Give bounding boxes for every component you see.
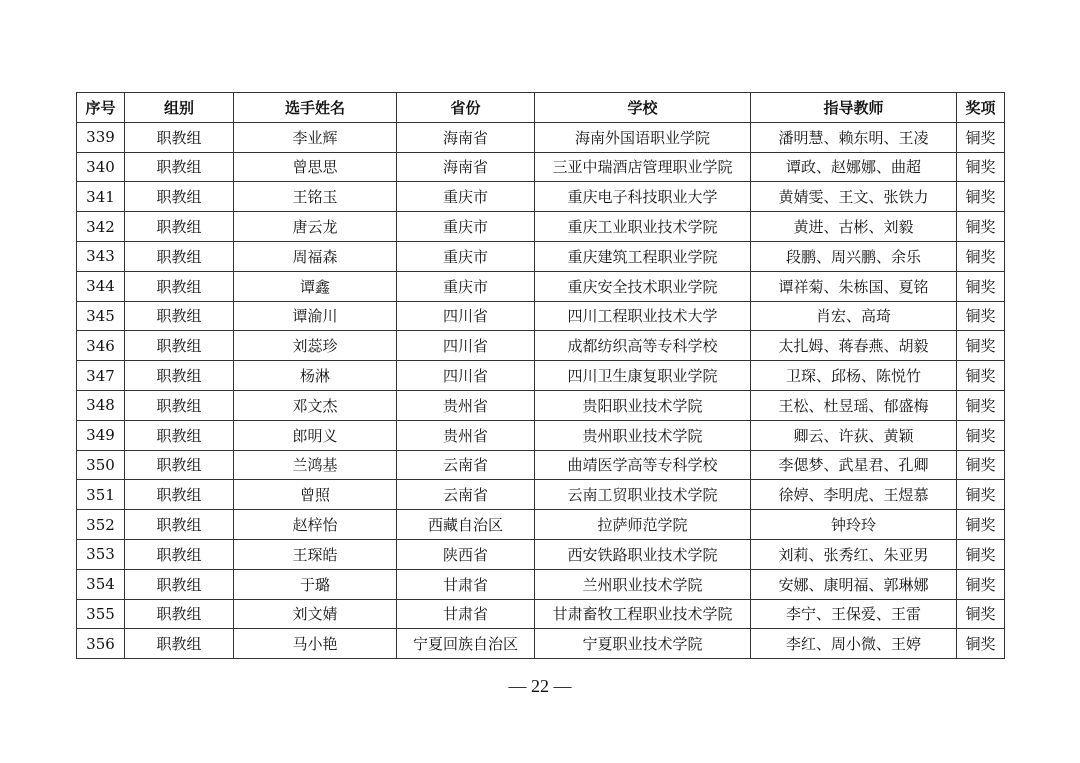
cell-advisors: 段鹏、周兴鹏、余乐 [751,241,957,271]
cell-province: 四川省 [397,331,535,361]
cell-province: 甘肃省 [397,569,535,599]
cell-index: 353 [77,539,125,569]
cell-province: 甘肃省 [397,599,535,629]
cell-group: 职教组 [125,301,234,331]
cell-school: 云南工贸职业技术学院 [535,480,751,510]
cell-contestant: 谭渝川 [234,301,397,331]
cell-contestant: 王琛皓 [234,539,397,569]
header-cell-province: 省份 [397,93,535,123]
cell-province: 重庆市 [397,271,535,301]
cell-advisors: 李红、周小微、王婷 [751,629,957,659]
cell-contestant: 于璐 [234,569,397,599]
cell-index: 351 [77,480,125,510]
cell-group: 职教组 [125,510,234,540]
cell-school: 拉萨师范学院 [535,510,751,540]
cell-contestant: 曾思思 [234,152,397,182]
cell-school: 重庆安全技术职业学院 [535,271,751,301]
cell-province: 云南省 [397,480,535,510]
awards-table-container [76,92,1004,659]
cell-award: 铜奖 [957,480,1005,510]
table-row [77,361,1005,391]
cell-school: 贵阳职业技术学院 [535,390,751,420]
cell-group: 职教组 [125,271,234,301]
cell-province: 四川省 [397,301,535,331]
cell-index: 339 [77,122,125,152]
cell-advisors: 黄婧雯、王文、张铁力 [751,182,957,212]
cell-award: 铜奖 [957,390,1005,420]
cell-award: 铜奖 [957,510,1005,540]
cell-advisors: 黄进、古彬、刘毅 [751,212,957,242]
cell-index: 346 [77,331,125,361]
cell-award: 铜奖 [957,569,1005,599]
cell-award: 铜奖 [957,361,1005,391]
header-cell-contestant: 选手姓名 [234,93,397,123]
table-row [77,599,1005,629]
cell-advisors: 李宁、王保爱、王雷 [751,599,957,629]
cell-school: 三亚中瑞酒店管理职业学院 [535,152,751,182]
cell-group: 职教组 [125,122,234,152]
header-cell-group: 组别 [125,93,234,123]
cell-province: 海南省 [397,122,535,152]
cell-award: 铜奖 [957,241,1005,271]
cell-index: 356 [77,629,125,659]
table-row [77,122,1005,152]
cell-index: 344 [77,271,125,301]
cell-advisors: 钟玲玲 [751,510,957,540]
cell-province: 陕西省 [397,539,535,569]
cell-school: 成都纺织高等专科学校 [535,331,751,361]
cell-group: 职教组 [125,152,234,182]
cell-group: 职教组 [125,390,234,420]
cell-contestant: 刘蕊珍 [234,331,397,361]
header-cell-advisors: 指导教师 [751,93,957,123]
table-row [77,271,1005,301]
table-row [77,420,1005,450]
cell-award: 铜奖 [957,331,1005,361]
cell-contestant: 邓文杰 [234,390,397,420]
cell-award: 铜奖 [957,420,1005,450]
cell-group: 职教组 [125,420,234,450]
table-row [77,480,1005,510]
cell-contestant: 唐云龙 [234,212,397,242]
cell-index: 343 [77,241,125,271]
table-row [77,241,1005,271]
cell-award: 铜奖 [957,271,1005,301]
cell-index: 349 [77,420,125,450]
table-header [77,93,1005,123]
cell-award: 铜奖 [957,301,1005,331]
cell-school: 海南外国语职业学院 [535,122,751,152]
cell-index: 352 [77,510,125,540]
table-row [77,450,1005,480]
cell-contestant: 赵梓怡 [234,510,397,540]
cell-advisors: 太扎姆、蒋春燕、胡毅 [751,331,957,361]
cell-award: 铜奖 [957,450,1005,480]
awards-table [76,92,1005,659]
cell-advisors: 肖宏、高琦 [751,301,957,331]
cell-award: 铜奖 [957,182,1005,212]
page-number: — 22 — [508,676,572,696]
cell-award: 铜奖 [957,152,1005,182]
cell-advisors: 李偲梦、武星君、孔卿 [751,450,957,480]
cell-contestant: 马小艳 [234,629,397,659]
cell-contestant: 郎明义 [234,420,397,450]
cell-school: 甘肃畜牧工程职业技术学院 [535,599,751,629]
table-row [77,510,1005,540]
header-cell-award: 奖项 [957,93,1005,123]
cell-award: 铜奖 [957,599,1005,629]
cell-group: 职教组 [125,182,234,212]
cell-school: 曲靖医学高等专科学校 [535,450,751,480]
cell-province: 四川省 [397,361,535,391]
cell-index: 348 [77,390,125,420]
cell-index: 342 [77,212,125,242]
cell-advisors: 潘明慧、赖东明、王凌 [751,122,957,152]
table-body [77,122,1005,658]
cell-advisors: 卫琛、邱杨、陈悦竹 [751,361,957,391]
cell-school: 四川卫生康复职业学院 [535,361,751,391]
cell-index: 340 [77,152,125,182]
cell-index: 347 [77,361,125,391]
cell-advisors: 谭政、赵娜娜、曲超 [751,152,957,182]
cell-province: 西藏自治区 [397,510,535,540]
cell-contestant: 周福森 [234,241,397,271]
cell-province: 海南省 [397,152,535,182]
header-row [77,93,1005,123]
cell-index: 350 [77,450,125,480]
cell-province: 贵州省 [397,390,535,420]
cell-award: 铜奖 [957,212,1005,242]
cell-school: 重庆建筑工程职业学院 [535,241,751,271]
cell-province: 重庆市 [397,212,535,242]
table-row [77,331,1005,361]
cell-contestant: 谭鑫 [234,271,397,301]
cell-advisors: 安娜、康明福、郭琳娜 [751,569,957,599]
header-cell-index: 序号 [77,93,125,123]
cell-school: 兰州职业技术学院 [535,569,751,599]
cell-school: 重庆电子科技职业大学 [535,182,751,212]
cell-group: 职教组 [125,331,234,361]
cell-group: 职教组 [125,599,234,629]
cell-advisors: 谭祥菊、朱栋国、夏铭 [751,271,957,301]
cell-group: 职教组 [125,480,234,510]
cell-school: 贵州职业技术学院 [535,420,751,450]
table-row [77,152,1005,182]
cell-contestant: 杨淋 [234,361,397,391]
cell-advisors: 卿云、许荻、黄颖 [751,420,957,450]
cell-index: 354 [77,569,125,599]
table-row [77,212,1005,242]
cell-school: 重庆工业职业技术学院 [535,212,751,242]
cell-group: 职教组 [125,212,234,242]
table-row [77,301,1005,331]
table-row [77,629,1005,659]
cell-province: 重庆市 [397,241,535,271]
cell-province: 云南省 [397,450,535,480]
cell-group: 职教组 [125,569,234,599]
cell-province: 重庆市 [397,182,535,212]
cell-school: 西安铁路职业技术学院 [535,539,751,569]
cell-province: 宁夏回族自治区 [397,629,535,659]
cell-contestant: 刘文婧 [234,599,397,629]
header-cell-school: 学校 [535,93,751,123]
table-row [77,539,1005,569]
cell-province: 贵州省 [397,420,535,450]
cell-index: 341 [77,182,125,212]
cell-school: 宁夏职业技术学院 [535,629,751,659]
cell-group: 职教组 [125,361,234,391]
cell-group: 职教组 [125,241,234,271]
cell-contestant: 兰鸿基 [234,450,397,480]
cell-award: 铜奖 [957,122,1005,152]
cell-contestant: 李业辉 [234,122,397,152]
cell-group: 职教组 [125,450,234,480]
cell-group: 职教组 [125,629,234,659]
table-row [77,390,1005,420]
cell-index: 355 [77,599,125,629]
table-row [77,182,1005,212]
cell-advisors: 徐婷、李明虎、王煜慕 [751,480,957,510]
cell-school: 四川工程职业技术大学 [535,301,751,331]
table-row [77,569,1005,599]
cell-contestant: 曾照 [234,480,397,510]
cell-award: 铜奖 [957,629,1005,659]
cell-advisors: 刘莉、张秀红、朱亚男 [751,539,957,569]
cell-award: 铜奖 [957,539,1005,569]
cell-group: 职教组 [125,539,234,569]
cell-index: 345 [77,301,125,331]
cell-advisors: 王松、杜昱瑶、郁盛梅 [751,390,957,420]
cell-contestant: 王铭玉 [234,182,397,212]
